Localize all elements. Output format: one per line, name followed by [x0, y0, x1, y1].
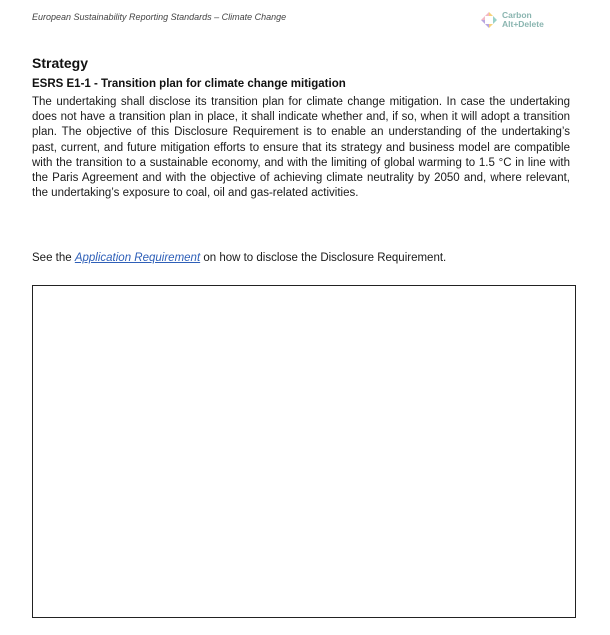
logo-line-1: Carbon	[502, 10, 532, 20]
application-requirement-note	[32, 252, 446, 264]
disclosure-description: The undertaking shall disclose its transition plan for climate change mitigation. In case the undertaking does not have a transition plan in place, it shall indicate whether and, if so, when it will adopt a transition plan. The objective of this Disclosure Requirement is to enable an understanding of the undertaking’s past, current, and future mitigation efforts to ensure that its strategy and business model are compatible with the transition to a sustainable economy, and with the limiting of global warming to 1.5 °C in line with the Paris Agreement and with the objective of achieving climate neutrality by 2050 and, where relevant, the undertaking’s exposure to coal, oil and gas-related activities.	[32, 96, 570, 200]
carbon-alt-delete-logo	[480, 11, 544, 29]
disclosure-answer-box[interactable]	[32, 285, 576, 618]
note-suffix: on how to disclose the Disclosure Requirement.	[200, 252, 447, 264]
logo-wordmark	[502, 11, 544, 29]
logo-line-2: Alt+Delete	[502, 19, 544, 29]
logo-mark-icon	[480, 11, 498, 29]
section-title: Strategy	[32, 55, 89, 71]
application-requirement-link[interactable]: Application Requirement	[74, 252, 201, 264]
document-header-title: European Sustainability Reporting Standards – Climate Change	[32, 12, 287, 22]
disclosure-requirement-title: ESRS E1-1 - Transition plan for climate change mitigation	[32, 78, 346, 90]
note-prefix: See the	[32, 252, 75, 264]
